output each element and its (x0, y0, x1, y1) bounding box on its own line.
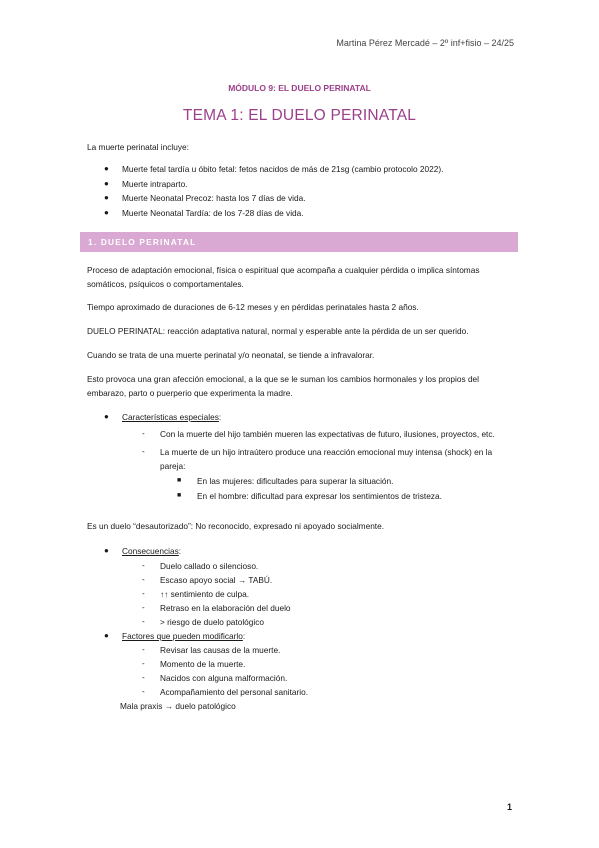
bullet-icon: ● (104, 546, 109, 555)
paragraph: Cuando se trata de una muerte perinatal y/o neonatal, se tiende a infravalorar. (87, 350, 375, 360)
dash-icon: - (142, 588, 145, 598)
sub-item: - Momento de la muerte. (142, 659, 246, 669)
sub-item: - Retraso en la elaboración del duelo (142, 602, 291, 613)
dash-icon: - (142, 428, 145, 438)
paragraph: Esto provoca una gran afección emocional, a la que se le suman los cambios hormonales y los propios del embarazo, parto o puerperio que experimenta la madre. (87, 374, 480, 398)
dash-icon: - (142, 602, 145, 612)
sub-item: - Revisar las causas de la muerte. (142, 645, 281, 655)
bullet-icon: ● (104, 178, 109, 188)
bullet-icon: ● (104, 193, 109, 202)
module-title: MÓDULO 9: EL DUELO PERINATAL (228, 83, 371, 93)
list-item: ● Factores que pueden modificarlo: (87, 629, 519, 644)
sub-item: - ↑↑ sentimiento de culpa. (142, 588, 250, 599)
list-item: ● Características especiales: (87, 410, 519, 425)
bullet-icon: ● (104, 207, 109, 217)
dash-icon: - (142, 560, 145, 570)
paragraph: Tiempo aproximado de duraciones de 6-12 meses y en pérdidas perinatales hasta 2 años. (87, 302, 419, 312)
sub-item: - > riesgo de duelo patológico (142, 616, 265, 627)
intro-lead: La muerte perinatal incluye: (87, 142, 189, 152)
list-item: ● Muerte intraparto. (87, 177, 519, 192)
dash-icon: - (142, 673, 145, 682)
note: Mala praxis → duelo patológico (120, 701, 236, 711)
page-header: Martina Pérez Mercadé – 2º inf+fisio – 24/25 (336, 38, 514, 48)
dash-icon: - (142, 645, 145, 654)
square-bullet-icon: ■ (177, 476, 182, 484)
caracteristicas-block (87, 410, 519, 503)
paragraph: Es un duelo “desautorizado”: No reconocido, expresado ni apoyado socialmente. (87, 521, 385, 531)
section-heading: 1. DUELO PERINATAL (88, 237, 197, 247)
consecuencias-block (87, 544, 519, 713)
bullet-icon: ● (104, 630, 109, 640)
sub-sub-item: ■ En el hombre: dificultad para expresar los sentimientos de tristeza. (177, 490, 442, 501)
sub-item: - Nacidos con alguna malformación. (142, 673, 288, 683)
dash-icon: - (142, 574, 145, 584)
dash-icon: - (142, 616, 145, 626)
bullet-icon: ● (104, 164, 109, 173)
list-item: ● Muerte fetal tardía u óbito fetal: fetos nacidos de más de 21sg (cambio protocolo 2022). (87, 162, 519, 177)
dash-icon: - (142, 687, 145, 696)
square-bullet-icon: ■ (177, 491, 182, 499)
sub-item: - Escaso apoyo social → TABÚ. (142, 574, 273, 585)
list-item: ● Consecuencias: (87, 544, 519, 559)
dash-icon: - (142, 659, 145, 668)
section-heading-bar (80, 232, 518, 252)
document-title: TEMA 1: EL DUELO PERINATAL (182, 107, 417, 124)
bullet-icon: ● (104, 412, 109, 421)
sub-item: - Duelo callado o silencioso. (142, 560, 259, 571)
sub-item: - La muerte de un hijo intraútero produce una reacción emocional muy intensa (shock) en la pareja: (142, 446, 493, 471)
intro-list (87, 162, 519, 220)
page-number: 1 (506, 802, 512, 812)
sub-sub-item: ■ En las mujeres: dificultades para superar la situación. (177, 475, 394, 486)
list-item: ● Muerte Neonatal Tardía: de los 7-28 días de vida. (87, 206, 519, 221)
paragraph: DUELO PERINATAL: reacción adaptativa natural, normal y esperable ante la pérdida de un ser querido. (87, 326, 469, 336)
paragraph: Proceso de adaptación emocional, física o espiritual que acompaña a cualquier pérdida o implica síntomas somáticos, psíquicos o comportamentales. (87, 265, 480, 289)
dash-icon: - (142, 446, 145, 456)
sub-item: - Con la muerte del hijo también mueren las expectativas de futuro, ilusiones, proyectos, etc. (142, 428, 495, 439)
sub-item: - Acompañamiento del personal sanitario. (142, 687, 309, 697)
list-item: ● Muerte Neonatal Precoz: hasta los 7 días de vida. (87, 191, 519, 206)
